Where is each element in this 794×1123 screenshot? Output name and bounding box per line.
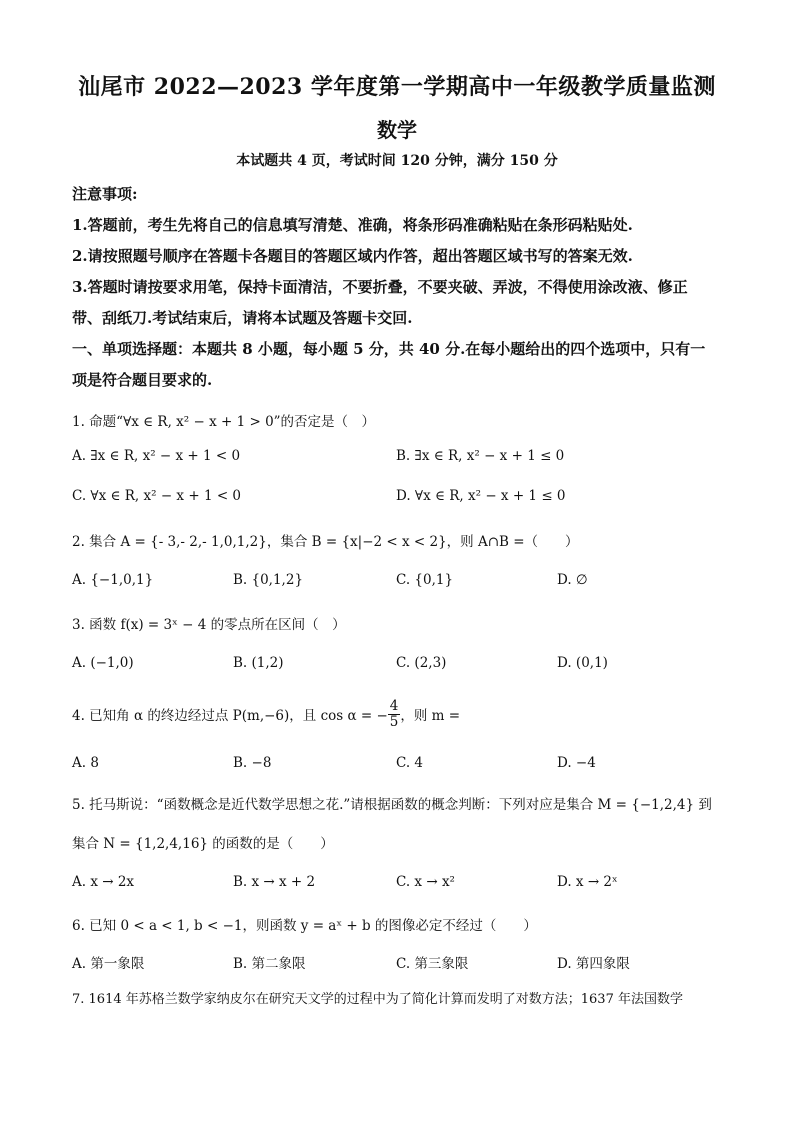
q3-option-a: A. (−1,0) <box>72 655 134 671</box>
question-1-stem: 1. 命题“∀x ∈ R, x² − x + 1 > 0”的否定是（ ） <box>72 414 376 430</box>
q2-option-b: B. {0,1,2} <box>233 572 304 588</box>
q2-option-c: C. {0,1} <box>396 572 454 588</box>
notes-heading: 注意事项: <box>72 185 138 203</box>
q4-fraction-den: 5 <box>389 713 399 730</box>
q1-option-d: D. ∀x ∈ R, x² − x + 1 ≤ 0 <box>396 488 566 504</box>
q4-option-c: C. 4 <box>396 755 424 771</box>
q4-option-a: A. 8 <box>72 755 99 771</box>
question-5-stem-cont: 集合 N = {1,2,4,16} 的函数的是（ ） <box>72 836 334 852</box>
q1-option-b: B. ∃x ∈ R, x² − x + 1 ≤ 0 <box>396 448 565 464</box>
q6-option-d: D. 第四象限 <box>557 956 630 972</box>
q6-option-b: B. 第二象限 <box>233 956 306 972</box>
q1-option-a: A. ∃x ∈ R, x² − x + 1 < 0 <box>72 448 241 464</box>
exam-info: 本试题共 4 页，考试时间 120 分钟，满分 150 分 <box>236 153 558 169</box>
question-6-stem: 6. 已知 0 < a < 1, b < −1，则函数 y = aˣ + b 的图像必定不经过（ ） <box>72 918 537 934</box>
question-2-stem: 2. 集合 A = {- 3,- 2,- 1,0,1,2}，集合 B = {x|−2 < x < 2}，则 A∩B =（ ） <box>72 534 579 550</box>
q6-option-a: A. 第一象限 <box>72 956 145 972</box>
q3-option-b: B. (1,2) <box>233 655 284 671</box>
section-heading-cont: 项是符合题目要求的. <box>72 371 213 389</box>
subject-title: 数学 <box>377 118 417 142</box>
question-5-stem: 5. 托马斯说：“函数概念是近代数学思想之花.”请根据函数的概念判断：下列对应是集合 M = {−1,2,4} 到 <box>72 797 712 813</box>
question-7-stem: 7. 1614 年苏格兰数学家纳皮尔在研究天文学的过程中为了简化计算而发明了对数方法；1637 年法国数学 <box>72 992 683 1007</box>
q5-option-c: C. x → x² <box>396 874 455 890</box>
q4-option-b: B. −8 <box>233 755 272 771</box>
q2-option-d: D. ∅ <box>557 572 588 588</box>
q5-option-d: D. x → 2ˣ <box>557 874 618 890</box>
section-heading: 一、单项选择题：本题共 8 小题，每小题 5 分，共 40 分.在每小题给出的四个选项中，只有一 <box>72 340 706 358</box>
note-item-3: 3.答题时请按要求用笔，保持卡面清洁，不要折叠，不要夹破、弄波，不得使用涂改液、修正 <box>72 278 688 296</box>
q3-option-c: C. (2,3) <box>396 655 447 671</box>
q6-option-c: C. 第三象限 <box>396 956 469 972</box>
note-item-1: 1.答题前，考生先将自己的信息填写清楚、准确，将条形码准确粘贴在条形码粘贴处. <box>72 216 633 234</box>
exam-title: 汕尾市 2022—2023 学年度第一学期高中一年级教学质量监测 <box>78 74 716 100</box>
q4-fraction-num: 4 <box>389 697 399 714</box>
question-3-stem: 3. 函数 f(x) = 3ˣ − 4 的零点所在区间（ ） <box>72 617 346 633</box>
q4-stem-after: ，则 m = <box>400 708 461 724</box>
note-item-4: 带、刮纸刀.考试结束后，请将本试题及答题卡交回. <box>72 309 413 327</box>
q5-option-a: A. x → 2x <box>72 874 135 890</box>
note-item-2: 2.请按照题号顺序在答题卡各题目的答题区域内作答，超出答题区域书写的答案无效. <box>72 247 633 265</box>
q2-option-a: A. {−1,0,1} <box>72 572 154 588</box>
question-4-stem <box>72 694 460 734</box>
q4-option-d: D. −4 <box>557 755 596 771</box>
q3-option-d: D. (0,1) <box>557 655 608 671</box>
q1-option-c: C. ∀x ∈ R, x² − x + 1 < 0 <box>72 488 242 504</box>
q5-option-b: B. x → x + 2 <box>233 874 316 890</box>
q4-fraction <box>388 699 401 730</box>
q4-stem-before: 4. 已知角 α 的终边经过点 P(m,−6)，且 cos α = − <box>72 708 388 724</box>
